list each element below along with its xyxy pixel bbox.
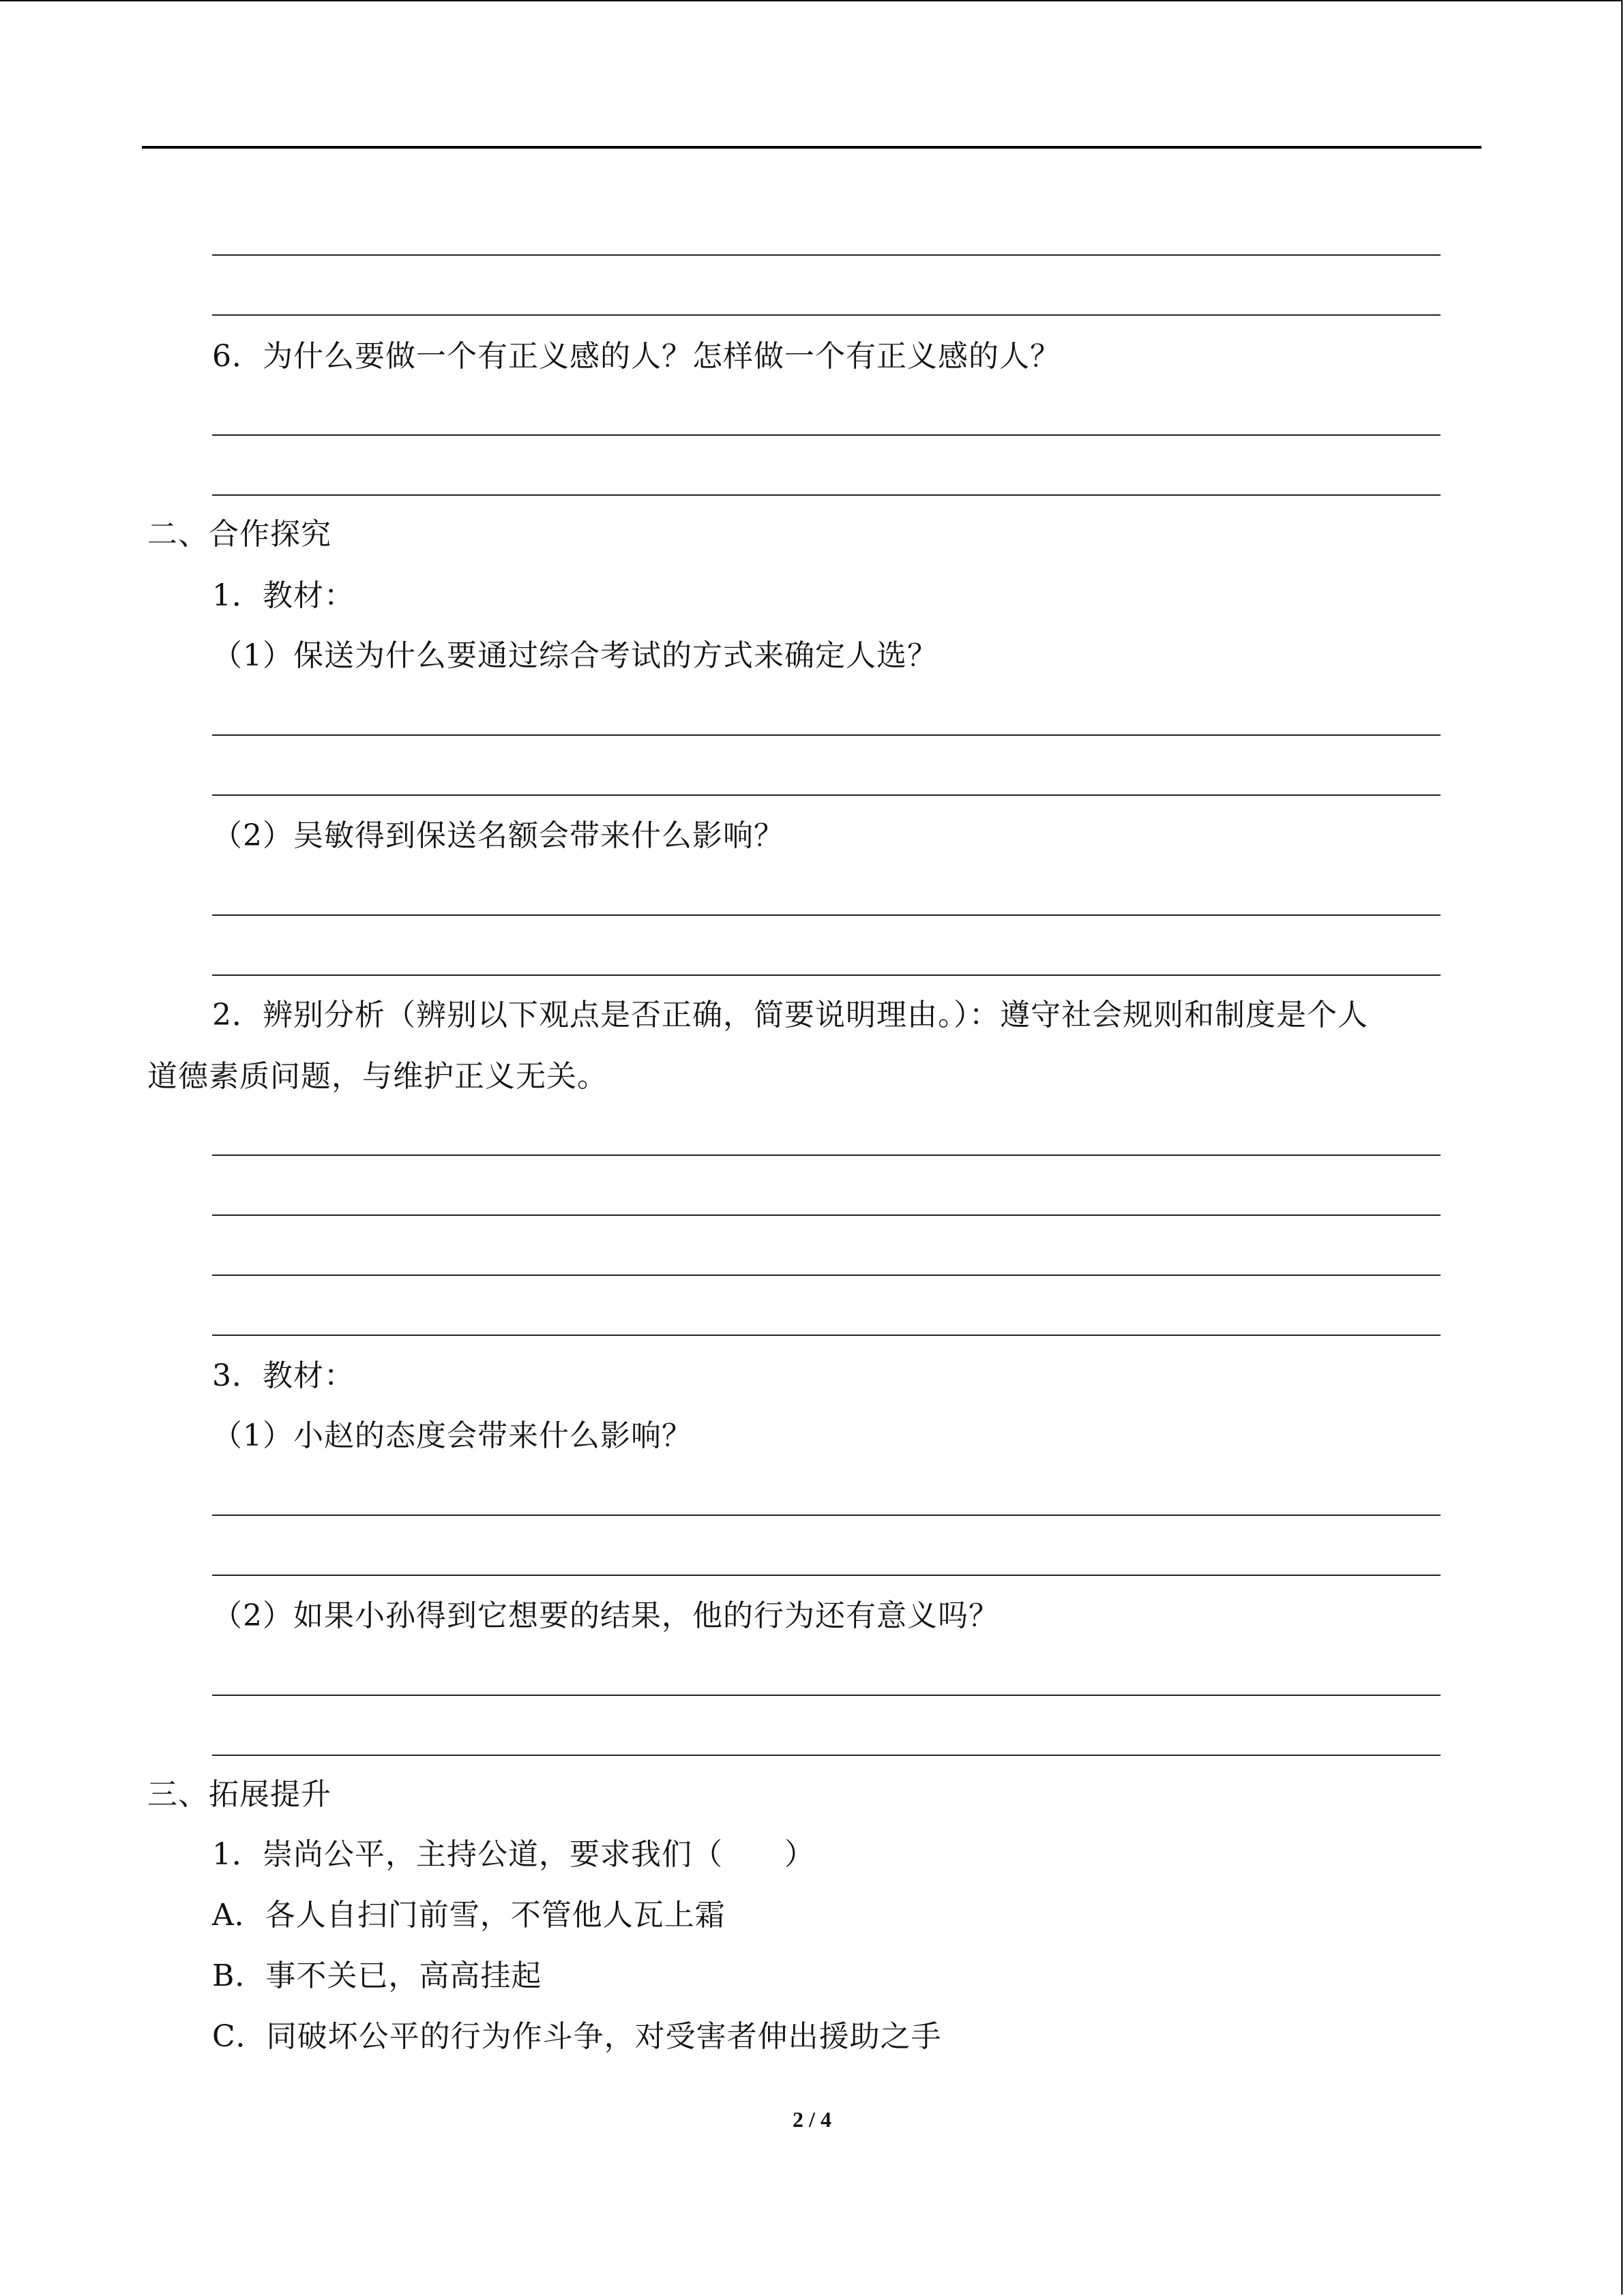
option-b[interactable]: B．事不关已，高高挂起 [212, 1958, 542, 1993]
section-3-title: 三、拓展提升 [147, 1777, 331, 1812]
answer-line[interactable] [212, 974, 1441, 976]
answer-line[interactable] [212, 254, 1441, 256]
s2-question-3-2: （2）如果小孙得到它想要的结果，他的行为还有意义吗？ [212, 1598, 999, 1633]
answer-line[interactable] [212, 1695, 1441, 1696]
option-c[interactable]: C．同破坏公平的行为作斗争，对受害者伸出援助之手 [212, 2019, 942, 2054]
answer-line[interactable] [212, 1755, 1441, 1756]
answer-line[interactable] [212, 1575, 1441, 1576]
answer-line[interactable] [212, 1214, 1441, 1216]
answer-line[interactable] [212, 494, 1441, 496]
answer-line[interactable] [212, 794, 1441, 796]
header-rule [142, 146, 1481, 149]
answer-line[interactable] [212, 314, 1441, 316]
s2-question-3-label: 3．教材： [212, 1358, 355, 1393]
s2-question-1-1: （1）保送为什么要通过综合考试的方式来确定人选？ [212, 638, 938, 673]
answer-line[interactable] [212, 434, 1441, 436]
s3-question-1: 1．崇尚公平，主持公道，要求我们（ ） [212, 1837, 815, 1872]
answer-line[interactable] [212, 734, 1441, 736]
s2-question-2-line1: 2．辨别分析（辨别以下观点是否正确，简要说明理由。）：遵守社会规则和制度是个人 [212, 998, 1368, 1032]
s2-question-1-label: 1．教材： [212, 578, 355, 613]
section-2-title: 二、合作探究 [147, 517, 331, 552]
s2-question-1-2: （2）吴敏得到保送名额会带来什么影响？ [212, 818, 784, 853]
answer-line[interactable] [212, 1335, 1441, 1336]
answer-line[interactable] [212, 1154, 1441, 1156]
answer-line[interactable] [212, 914, 1441, 916]
question-6: 6．为什么要做一个有正义感的人？怎样做一个有正义感的人？ [212, 339, 1061, 374]
s2-question-3-1: （1）小赵的态度会带来什么影响？ [212, 1418, 692, 1453]
page-number: 2 / 4 [793, 2107, 831, 2132]
s2-question-2-line2: 道德素质问题，与维护正义无关。 [147, 1059, 608, 1094]
option-a[interactable]: A．各人自扫门前雪，不管他人瓦上霜 [212, 1898, 726, 1933]
answer-line[interactable] [212, 1515, 1441, 1516]
answer-line[interactable] [212, 1274, 1441, 1276]
